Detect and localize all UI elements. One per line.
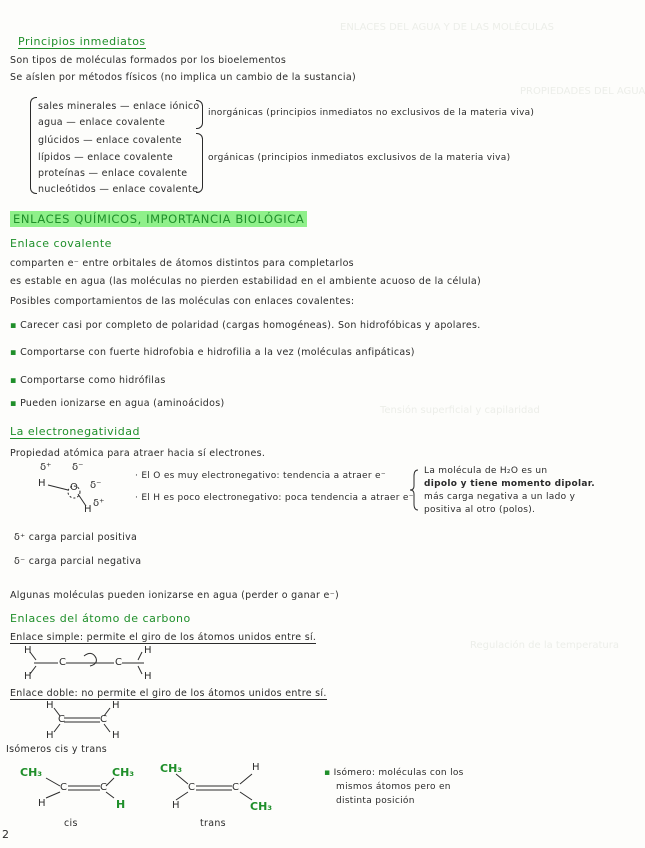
covalent-text: comparten e⁻ entre orbitales de átomos distintos para completarlos [10, 258, 354, 269]
isomer-note: distinta posición [336, 796, 415, 806]
list-item: glúcidos — enlace covalente [38, 135, 182, 146]
isomers-heading: Isómeros cis y trans [6, 744, 108, 755]
atom: H [24, 645, 32, 656]
atom: C [58, 714, 65, 725]
atom: CH₃ [20, 766, 43, 779]
atom: H [24, 671, 32, 682]
atom: H [112, 730, 120, 741]
covalent-text: es estable en agua (las moléculas no pierden estabilidad en el ambiente acuoso de la célula) [10, 276, 481, 287]
intro-line: Son tipos de moléculas formados por los bioelementos [10, 55, 287, 66]
atom: C [188, 782, 195, 793]
inorganic-note: inorgánicas (principios inmediatos no exclusivos de la materia viva) [208, 108, 535, 118]
simple-bond-text: Enlace simple: permite el giro de los átomos unidos entre sí. [10, 632, 317, 643]
side-note: más carga negativa a un lado y [424, 492, 576, 502]
mol-label: H [38, 478, 46, 489]
atom: CH₃ [160, 762, 183, 775]
isomer-note: mismos átomos pero en [336, 782, 451, 792]
mol-label: δ⁺ [93, 498, 105, 509]
mol-label: δ⁺ [40, 462, 52, 473]
trans-label: trans [200, 818, 226, 829]
side-note: dipolo y tiene momento dipolar. [424, 479, 595, 489]
electroneg-text: Propiedad atómica para atraer hacia sí electrones. [10, 448, 266, 459]
atom: H [172, 800, 180, 811]
bullet-item: ▪ Carecer casi por completo de polaridad (cargas homogéneas). Son hidrofóbicas y apolares. [10, 320, 481, 331]
organic-note: orgánicas (principios inmediatos exclusivos de la materia viva) [208, 153, 511, 163]
cis-label: cis [64, 818, 78, 829]
atom: H [252, 762, 260, 773]
atom: C [100, 782, 107, 793]
atom: H [46, 730, 54, 741]
bullet-item: ▪ Comportarse con fuerte hidrofobia e hidrofilia a la vez (moléculas anfipáticas) [10, 347, 415, 358]
double-bond-text: Enlace doble: no permite el giro de los átomos unidos entre sí. [10, 688, 327, 699]
ghost-text: Tensión superficial y capilaridad [380, 405, 540, 416]
ghost-text: Regulación de la temperatura [470, 640, 619, 651]
atom: C [59, 657, 66, 668]
covalent-heading: Enlace covalente [10, 237, 112, 250]
mol-label: H [84, 504, 92, 515]
bullet-item: ▪ Pueden ionizarse en agua (aminoácidos) [10, 398, 225, 409]
page-number: 2 [2, 828, 10, 841]
list-item: nucleótidos — enlace covalente [38, 184, 199, 195]
intro-line: Se aíslen por métodos físicos (no implica un cambio de la sustancia) [10, 72, 356, 83]
list-item: proteínas — enlace covalente [38, 168, 188, 179]
page-title: Principios inmediatos [18, 35, 146, 48]
mol-label: O [70, 482, 78, 493]
electroneg-heading: La electronegatividad [10, 425, 140, 438]
ionize-text: Algunas moléculas pueden ionizarse en agua (perder o ganar e⁻) [10, 590, 340, 601]
side-note: positiva al otro (polos). [424, 505, 536, 515]
atom: H [112, 700, 120, 711]
atom: H [144, 645, 152, 656]
bullet-item: ▪ Comportarse como hidrófilas [10, 375, 166, 386]
list-item: agua — enlace covalente [38, 117, 166, 128]
atom: H [116, 798, 126, 811]
ghost-text: PROPIEDADES DEL AGUA [520, 86, 645, 97]
atom: CH₃ [112, 766, 135, 779]
atom: C [232, 782, 239, 793]
mol-label: δ⁻ [72, 462, 84, 473]
h-note: · El H es poco electronegativo: poca tendencia a atraer e⁻ [135, 493, 414, 503]
charge-def: δ⁻ carga parcial negativa [14, 556, 142, 567]
list-item: sales minerales — enlace iónico [38, 101, 200, 112]
ghost-text: ENLACES DEL AGUA Y DE LAS MOLÉCULAS [340, 22, 554, 33]
o-note: · El O es muy electronegativo: tendencia a atraer e⁻ [135, 471, 386, 481]
section-heading: ENLACES QUÍMICOS, IMPORTANCIA BIOLÓGICA [10, 212, 307, 226]
list-item: lípidos — enlace covalente [38, 152, 174, 163]
atom: H [38, 798, 46, 809]
atom: CH₃ [250, 800, 273, 813]
atom: C [100, 714, 107, 725]
atom: C [115, 657, 122, 668]
mol-label: δ⁻ [90, 480, 102, 491]
carbon-heading: Enlaces del átomo de carbono [10, 612, 191, 625]
charge-def: δ⁺ carga parcial positiva [14, 532, 138, 543]
atom: H [144, 671, 152, 682]
isomer-note: ▪ Isómero: moléculas con los [324, 768, 464, 778]
atom: C [60, 782, 67, 793]
side-note: La molécula de H₂O es un [424, 466, 548, 476]
covalent-text: Posibles comportamientos de las moléculas con enlaces covalentes: [10, 296, 355, 307]
atom: H [46, 700, 54, 711]
